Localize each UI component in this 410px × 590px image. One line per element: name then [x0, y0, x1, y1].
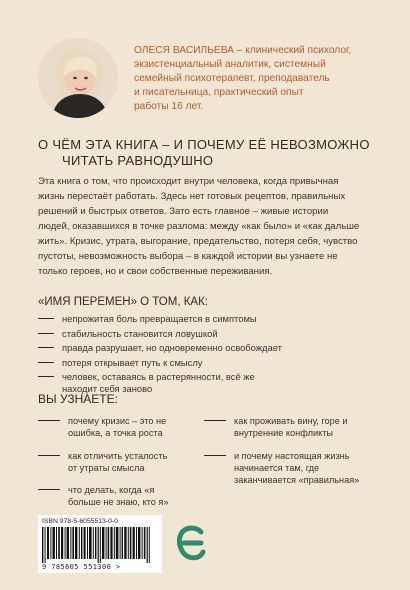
list-item — [38, 342, 358, 354]
about-title-line: ЧИТАТЬ РАВНОДУШНО — [62, 153, 214, 168]
learn-item-text: почему кризис – это не ошибка, а точка роста — [68, 416, 167, 438]
list-item-text: стабильность становится ловушкой — [62, 327, 218, 339]
author-bio — [134, 44, 374, 114]
dash-icon — [38, 376, 54, 377]
author-bio-line: ОЛЕСЯ ВАСИЛЬЕВА – клинический психолог, — [134, 45, 352, 56]
list-item — [38, 328, 358, 340]
publisher-logo-icon — [175, 524, 207, 562]
list-item — [38, 357, 358, 369]
learn-item — [234, 415, 364, 439]
list-item-text: непрожитая боль превращается в симптомы — [62, 313, 257, 324]
learn-item — [234, 450, 362, 486]
list-item-text: потеря открывает путь к смыслу — [62, 356, 203, 368]
learn-item — [68, 450, 178, 474]
dash-icon — [38, 333, 54, 334]
dash-icon — [38, 489, 60, 490]
author-bio-line: и писательница, практический опыт — [134, 87, 304, 98]
author-photo — [38, 38, 118, 118]
intro-line: жизнь перестаёт работать. Здесь нет готовых рецептов, правильных — [38, 191, 346, 202]
about-title-line: О ЧЁМ ЭТА КНИГА – И ПОЧЕМУ ЕЁ НЕВОЗМОЖНО — [38, 137, 370, 152]
intro-line: решений и быстрых ответов. Зато есть главное – живые истории — [38, 206, 329, 217]
intro-line: пустоты, невозможность выбора – в каждой истории вы узнаете не — [38, 251, 338, 262]
learn-title: ВЫ УЗНАЕТЕ: — [38, 392, 118, 406]
intro-line: Эта книга о том, что происходит внутри человека, когда привычная — [38, 176, 339, 187]
intro-line: только героев, но и свои собственные переживания. — [38, 266, 273, 277]
dash-icon — [204, 455, 226, 456]
learn-item-text: что делать, когда «я больше не знаю, кто я» — [68, 485, 169, 507]
changes-list — [38, 313, 358, 398]
dash-icon — [38, 362, 54, 363]
about-title — [38, 137, 378, 169]
author-bio-line: экзистенциальный аналитик, системный — [134, 59, 326, 70]
isbn-label: ISBN 978-5-6055513-0-0 — [42, 518, 118, 525]
author-bio-line: семейный психотерапевт, преподаватель — [134, 73, 330, 84]
dash-icon — [204, 420, 226, 421]
dash-icon — [38, 455, 60, 456]
list-item-text: человек, оставаясь в растерянности, всё же находит себя заново — [62, 371, 255, 394]
list-item — [38, 313, 358, 325]
dash-icon — [38, 318, 54, 319]
author-bio-line: работы 16 лет. — [134, 101, 204, 112]
list-item-text: правда разрушает, но одновременно освобождает — [62, 342, 282, 353]
learn-item-text: как отличить усталость от утраты смысла — [68, 451, 168, 473]
learn-item-text: как проживать вину, горе и внутренние конфликты — [234, 416, 348, 438]
dash-icon — [38, 347, 54, 348]
learn-item-text: и почему настоящая жизнь начинается там, где заканчивается «правильная» — [234, 451, 360, 485]
dash-icon — [38, 420, 60, 421]
intro-paragraph — [38, 174, 372, 279]
intro-line: жить». Кризис, утрата, выгорание, предательство, потеря себя, чувство — [38, 236, 358, 247]
intro-line: людей, оказавшихся в точке разлома: между «как было» и «как дальше — [38, 221, 360, 232]
learn-item — [68, 484, 180, 508]
changes-title: «ИМЯ ПЕРЕМЕН» О ТОМ, КАК: — [38, 296, 208, 308]
barcode-number: 9 785605 551300 > — [42, 563, 121, 571]
learn-item — [68, 415, 168, 439]
